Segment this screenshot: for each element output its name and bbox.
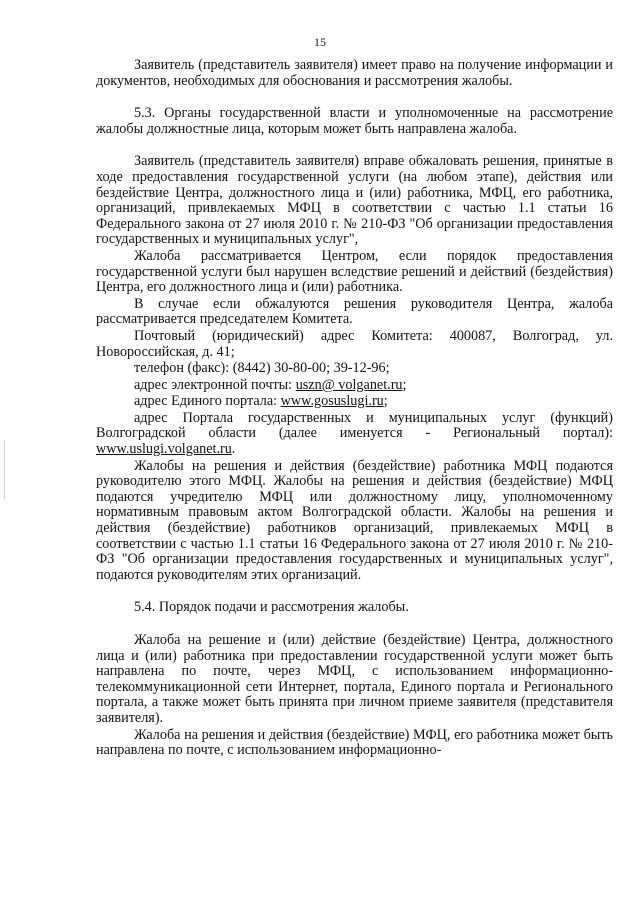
section-5-4-heading: 5.4. Порядок подачи и рассмотрения жалобы. (134, 599, 409, 616)
regional-portal-text: адрес Портала государственных и муниципальных услуг (функций) Волгоградской области (далее именуется - Региональный портал): (96, 409, 613, 442)
email-link[interactable]: uszn@ volganet.ru (295, 376, 403, 393)
unified-portal-label: адрес Единого портала: (134, 393, 281, 410)
paragraph-complaint-submission: Жалоба на решение и (или) действие (бездействие) Центра, должностного лица и (или) работника при предоставлении государственной услуги может быть направлена по почте, через МФЦ, с использованием информационно-телекоммуникационной сети Интернет, портала, Единого портала и Регионального портала, а также может быть принята при личном приеме заявителя (представителя заявителя). (96, 632, 613, 726)
email-suffix: ; (402, 376, 407, 393)
regional-portal-link[interactable]: www.uslugi.volganet.ru (96, 441, 232, 458)
paragraph-mfc-complaints: Жалобы на решения и действия (бездействие) работника МФЦ подаются руководителю этого МФЦ. Жалобы на решения и действия (бездействие) МФЦ подаются учредителю МФЦ или должностному лицу, уполномоченному нормативным правовым актом Волгоградской области. Жалобы на решения и действия (бездействие) работников организаций, привлекаемых МФЦ в соответствии с частью 1.1 статьи 16 Федерального закона от 27 июля 2010 г. № 210-ФЗ "Об организации предоставления государственных и муниципальных услуг", подаются руководителям этих организаций. (96, 457, 613, 583)
page-number: 15 (314, 35, 326, 49)
paragraph-right-to-appeal: Заявитель (представитель заявителя) вправе обжаловать решения, принятые в ходе предоставления государственной услуги (на любом этапе), действия или бездействие Центра, должностного лица и (или) работника, МФЦ, его работника, организаций, привлекаемых МФЦ в соответствии с частью 1.1 статьи 16 Федерального закона от 27 июля 2010 г. № 210-ФЗ "Об организации предоставления государственных и муниципальных услуг", (96, 153, 613, 248)
paragraph-postal-address: Почтовый (юридический) адрес Комитета: 400087, Волгоград, ул. Новороссийская, д. 41; (96, 327, 613, 360)
unified-portal-suffix: ; (383, 393, 388, 410)
regional-portal-suffix: . (231, 441, 236, 458)
paragraph-email (96, 378, 613, 394)
paragraph-regional-portal (96, 411, 613, 458)
paragraph-mfc-complaint-submission: Жалоба на решения и действия (бездействие) МФЦ, его работника может быть направлена по почте, с использованием информационно- (96, 726, 613, 759)
paragraph-unified-portal (96, 394, 613, 410)
margin-scan-line (4, 440, 5, 500)
unified-portal-link[interactable]: www.gosuslugi.ru (280, 393, 384, 410)
paragraph-right-to-information: Заявитель (представитель заявителя) имеет право на получение информации и документов, необходимых для обоснования и рассмотрения жалобы. (96, 57, 613, 89)
paragraph-phone-fax: телефон (факс): (8442) 30-80-00; 39-12-96; (134, 360, 390, 377)
section-5-3-heading: 5.3. Органы государственной власти и уполномоченные на рассмотрение жалобы должностные лица, которым может быть направлена жалоба. (96, 105, 613, 137)
document-body (96, 58, 613, 759)
paragraph-complaint-by-center: Жалоба рассматривается Центром, если порядок предоставления государственной услуги был нарушен вследствие решений и действий (бездействия) Центра, его должностного лица и (или) работника. (96, 247, 613, 296)
email-label: адрес электронной почты: (134, 376, 296, 393)
paragraph-complaint-by-chairman: В случае если обжалуются решения руководителя Центра, жалоба рассматривается председателем Комитета. (96, 295, 613, 328)
